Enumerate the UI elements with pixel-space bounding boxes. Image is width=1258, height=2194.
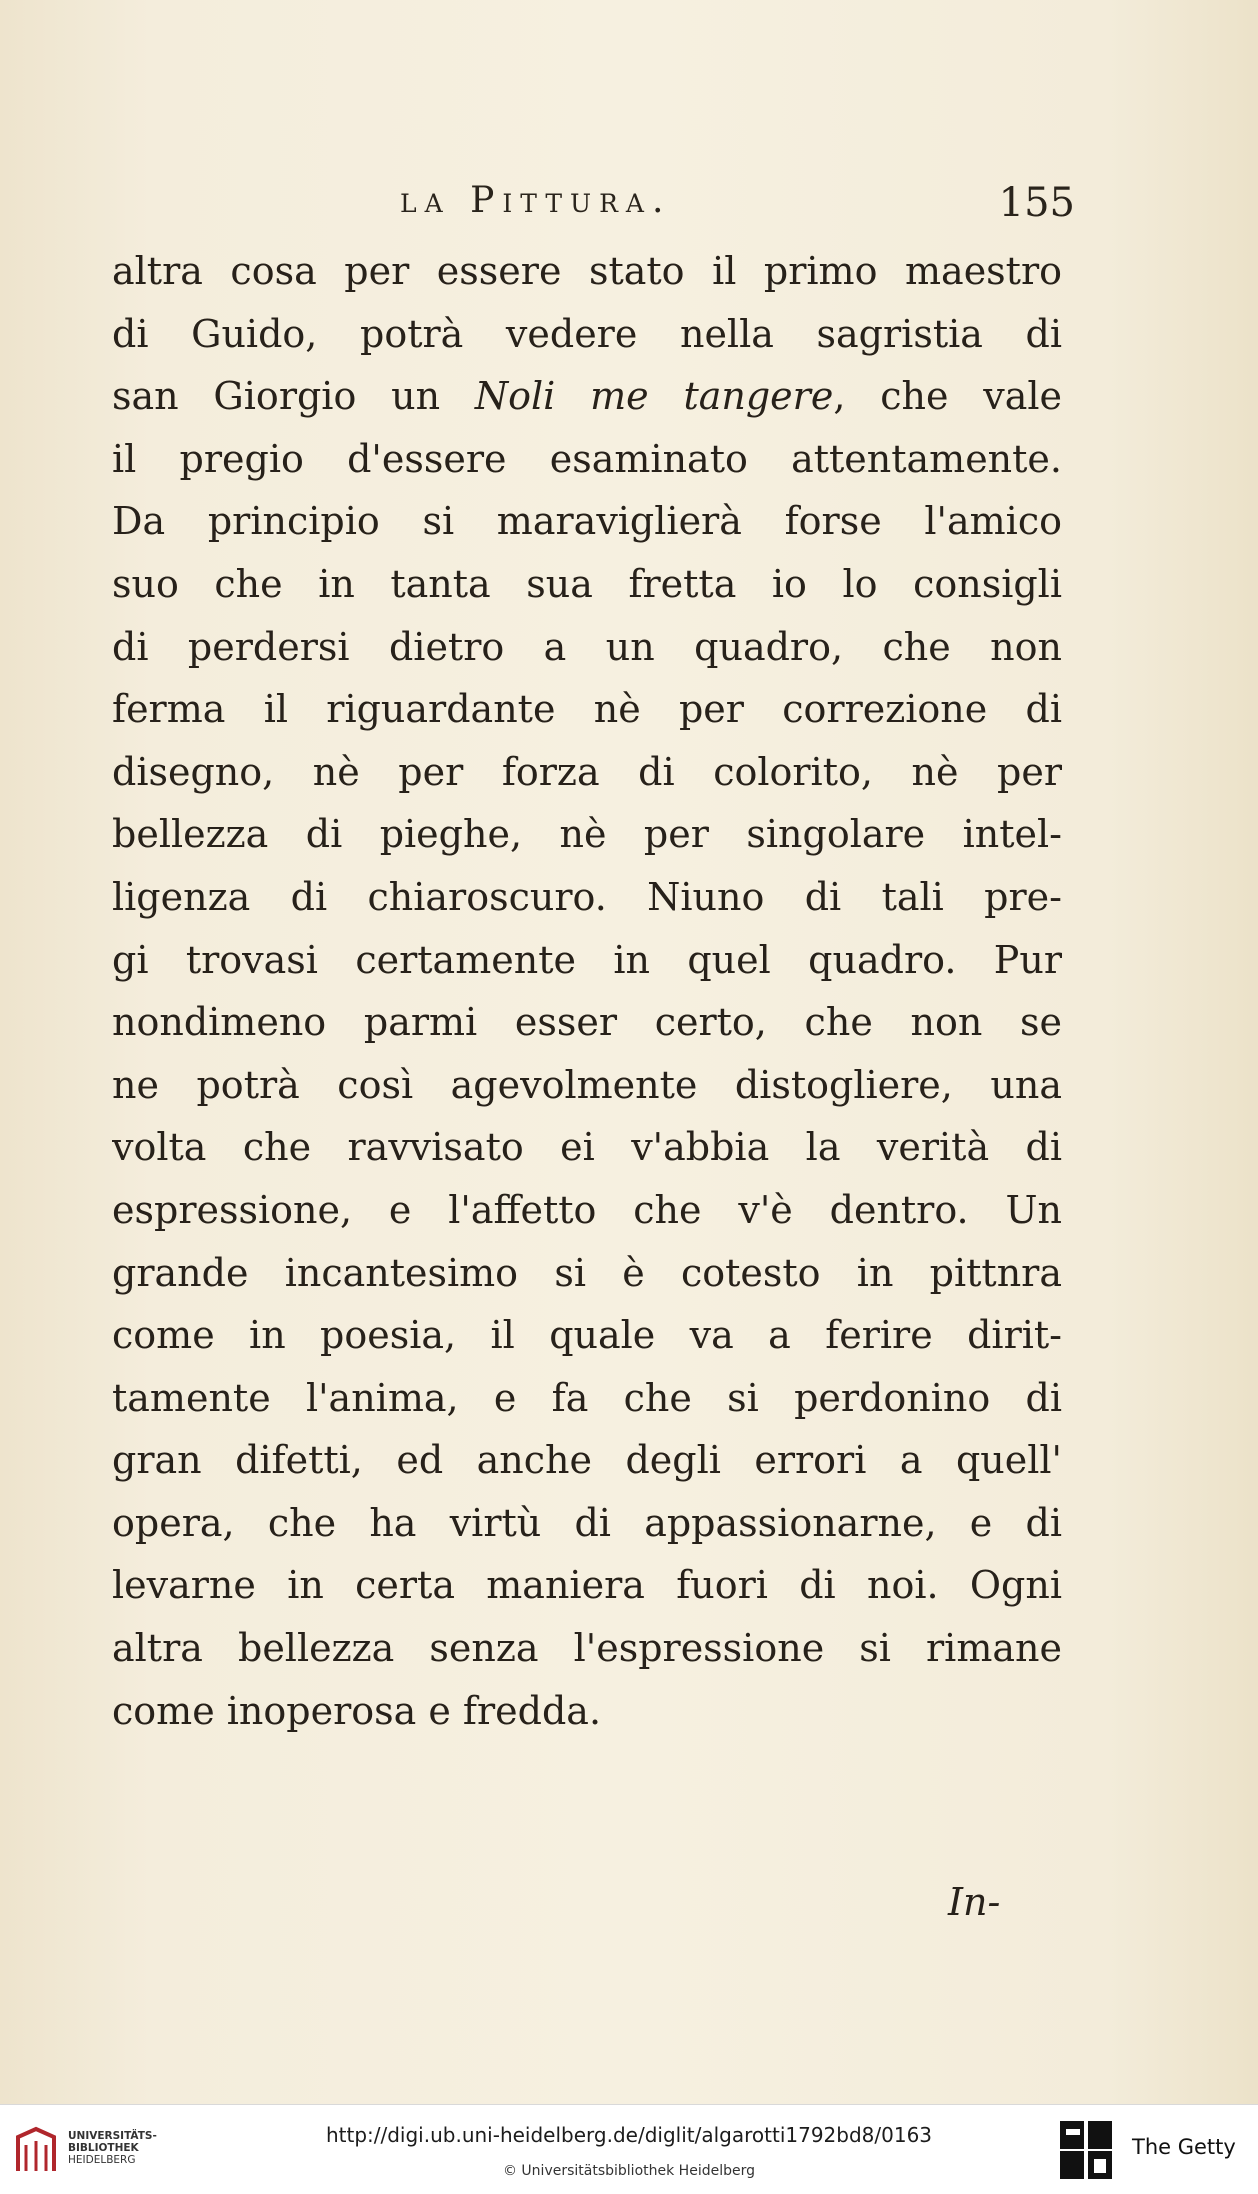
text-line: di perdersi dietro a un quadro, che non [112, 624, 1062, 669]
catchword: In- [948, 1880, 1001, 1924]
page-number: 155 [998, 180, 1075, 226]
text-line: levarne in certa maniera fuori di noi. Ogni [112, 1563, 1062, 1608]
text-line: altra cosa per essere stato il primo maestro [112, 249, 1062, 293]
text-line: volta che ravvisato ei v'abbia la verità di [112, 1125, 1062, 1170]
text-line: ligenza di chiaroscuro. Niuno di tali pre- [112, 874, 1062, 919]
library-name: UNIVERSITÄTS- BIBLIOTHEK HEIDELBERG [68, 2130, 157, 2166]
text-line: come inoperosa e fredda. [112, 1688, 602, 1733]
getty-name: The Getty [1132, 2135, 1236, 2159]
getty-logo-icon[interactable] [1058, 2119, 1116, 2181]
page-header [400, 180, 1075, 230]
text-line: tamente l'anima, e fa che si perdonino di [112, 1375, 1062, 1420]
text-line: Da principio si maraviglierà forse l'amico [112, 499, 1062, 544]
viewer-footer [0, 2104, 1258, 2194]
copyright-notice: © Universitätsbibliothek Heidelberg [502, 2163, 755, 2179]
text-line: ferma il riguardante nè per correzione di [112, 687, 1062, 732]
text-line: nondimeno parmi esser certo, che non se [112, 1000, 1062, 1045]
text-line: bellezza di pieghe, nè per singolare intel- [112, 812, 1062, 857]
running-title: la Pittura. [400, 180, 672, 221]
italic-title: Noli me tangere [474, 374, 834, 419]
text-line: gran difetti, ed anche degli errori a quell' [112, 1438, 1062, 1483]
text-line: san Giorgio un Noli me tangere, che vale [112, 374, 1062, 419]
text-line: opera, che ha virtù di appassionarne, e di [112, 1500, 1062, 1545]
text-line: disegno, nè per forza di colorito, nè per [112, 749, 1062, 794]
text-line: espressione, e l'affetto che v'è dentro. Un [112, 1187, 1062, 1232]
body-text [112, 240, 1062, 1742]
text-line: grande incantesimo si è cotesto in pittnra [112, 1250, 1062, 1295]
text-line: ne potrà così agevolmente distogliere, una [112, 1062, 1062, 1107]
text-line: di Guido, potrà vedere nella sagristia di [112, 311, 1062, 356]
text-line: suo che in tanta sua fretta io lo consigli [112, 561, 1062, 606]
permalink-url[interactable]: http://digi.ub.uni-heidelberg.de/diglit/algarotti1792bd8/0163 [325, 2123, 933, 2147]
text-line: gi trovasi certamente in quel quadro. Pur [112, 937, 1062, 982]
text-line: come in poesia, il quale va a ferire dirit- [112, 1313, 1062, 1358]
text-line: altra bellezza senza l'espressione si rimane [112, 1626, 1062, 1671]
text-line: il pregio d'essere esaminato attentamente. [112, 436, 1062, 481]
